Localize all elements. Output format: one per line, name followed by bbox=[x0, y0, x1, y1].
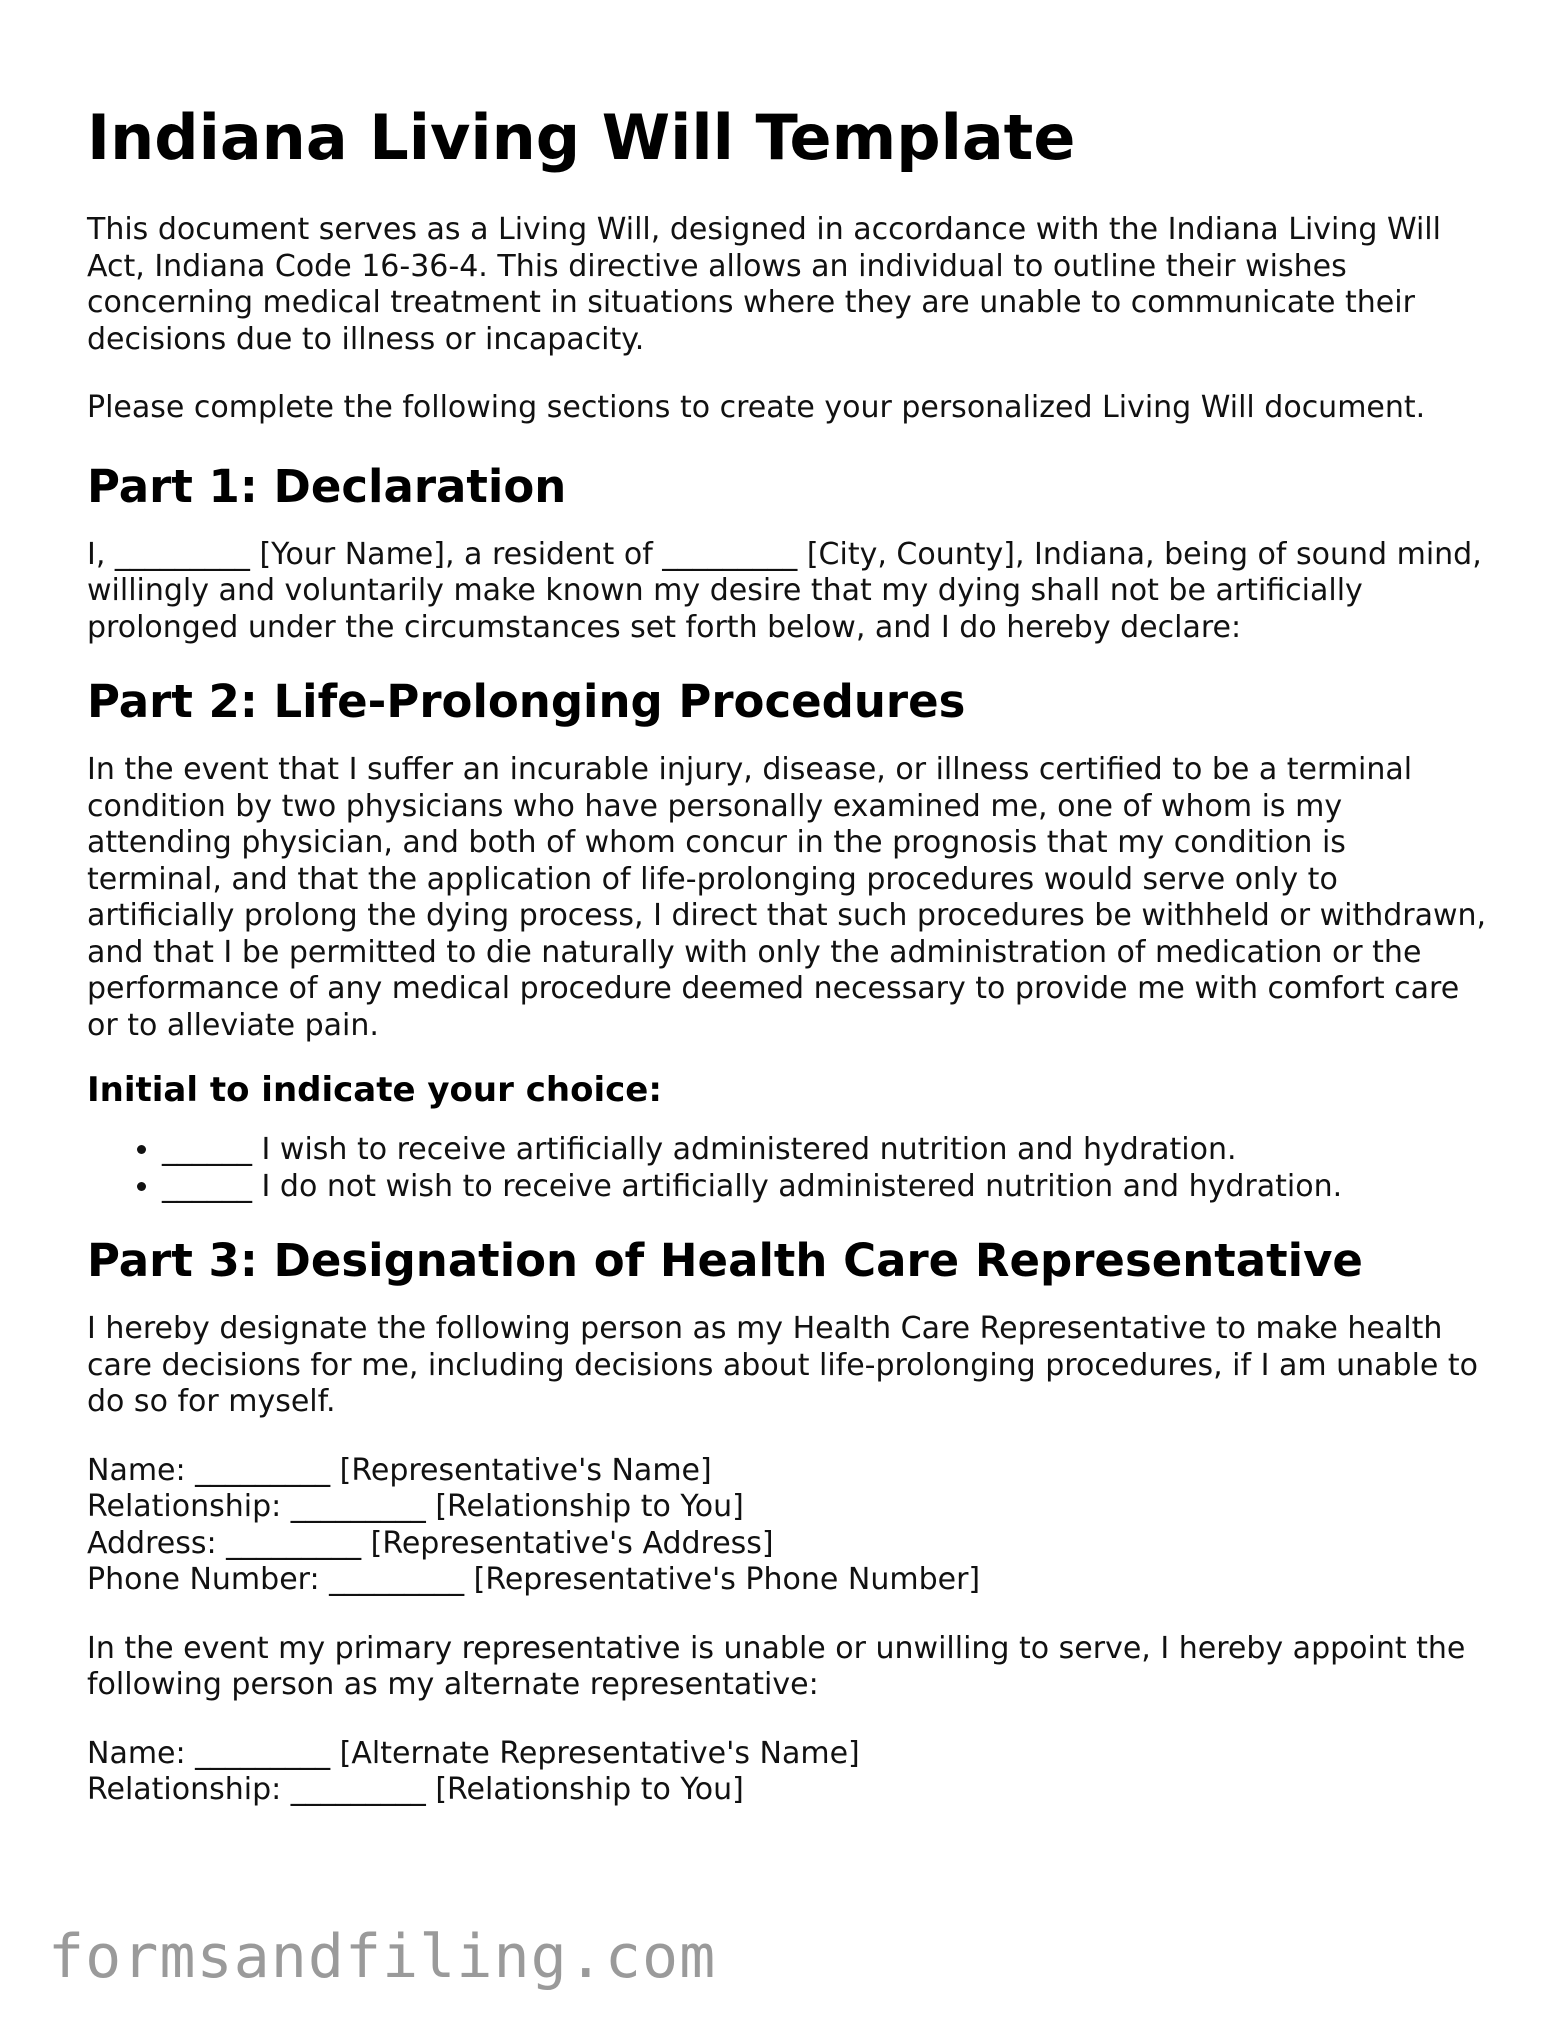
part3-heading: Part 3: Designation of Health Care Representative bbox=[87, 1234, 1363, 1287]
representative-paragraph: I hereby designate the following person as my Health Care Representative to make health care decisions for me, including decisions about life-prolonging procedures, if I am unable to do so for myself. bbox=[87, 1311, 1479, 1419]
rep-name-field: Name: _________ [Representative's Name] bbox=[87, 1452, 712, 1488]
intro-paragraph: This document serves as a Living Will, designed in accordance with the Indiana Living Will Act, Indiana Code 16-36-4. This directive allows an individual to outline their wishes concerning medical treatment in situations where they are unable to communicate their decisions due to illness or incapacity. bbox=[87, 212, 1441, 357]
rep-address-field: Address: _________ [Representative's Address] bbox=[87, 1525, 774, 1561]
alternate-representative-fields bbox=[87, 1736, 1487, 1809]
part2-heading: Part 2: Life-Prolonging Procedures bbox=[87, 675, 966, 728]
alt-name-field: Name: _________ [Alternate Representative's Name] bbox=[87, 1735, 860, 1771]
choice-item-decline: • ______ I do not wish to receive artificially administered nutrition and hydration. bbox=[162, 1169, 1487, 1206]
primary-representative-fields bbox=[87, 1453, 1487, 1599]
choice-item-receive: • ______ I wish to receive artificially administered nutrition and hydration. bbox=[162, 1132, 1487, 1169]
rep-relationship-field: Relationship: _________ [Relationship to You] bbox=[87, 1489, 744, 1524]
alt-relationship-field: Relationship: _________ [Relationship to You] bbox=[87, 1772, 744, 1807]
page-title: Indiana Living Will Template bbox=[87, 101, 1076, 174]
part1-heading: Part 1: Declaration bbox=[87, 459, 567, 513]
site-watermark: formsandfiling.com bbox=[48, 1922, 717, 1992]
alternate-paragraph: In the event my primary representative is unable or unwilling to serve, I hereby appoint the following person as my alternate representative: bbox=[87, 1630, 1466, 1702]
procedures-paragraph: In the event that I suffer an incurable injury, disease, or illness certified to be a terminal condition by two physicians who have personally examined me, one of whom is my attending physician, and both of whom concur in the prognosis that my condition is terminal, and that the application of life-prolonging procedures would serve only to artificially prolong the dying process, I direct that such procedures be withheld or withdrawn, and that I be permitted to die naturally with only the administration of medication or the performance of any medical procedure deemed necessary to provide me with comfort care or to alleviate pain. bbox=[87, 752, 1487, 1043]
instructions-paragraph: Please complete the following sections to create your personalized Living Will document. bbox=[87, 390, 1426, 425]
choice-heading: Initial to indicate your choice: bbox=[87, 1070, 662, 1110]
document-page bbox=[87, 100, 1487, 1841]
rep-phone-field: Phone Number: _________ [Representative's Phone Number] bbox=[87, 1562, 981, 1597]
choice-list bbox=[87, 1132, 1487, 1205]
declaration-paragraph: I, _________ [Your Name], a resident of _________ [City, County], Indiana, being of sound mind, willingly and voluntarily make known my desire that my dying shall not be artificially prolonged under the circumstances set forth below, and I do hereby declare: bbox=[87, 536, 1482, 645]
